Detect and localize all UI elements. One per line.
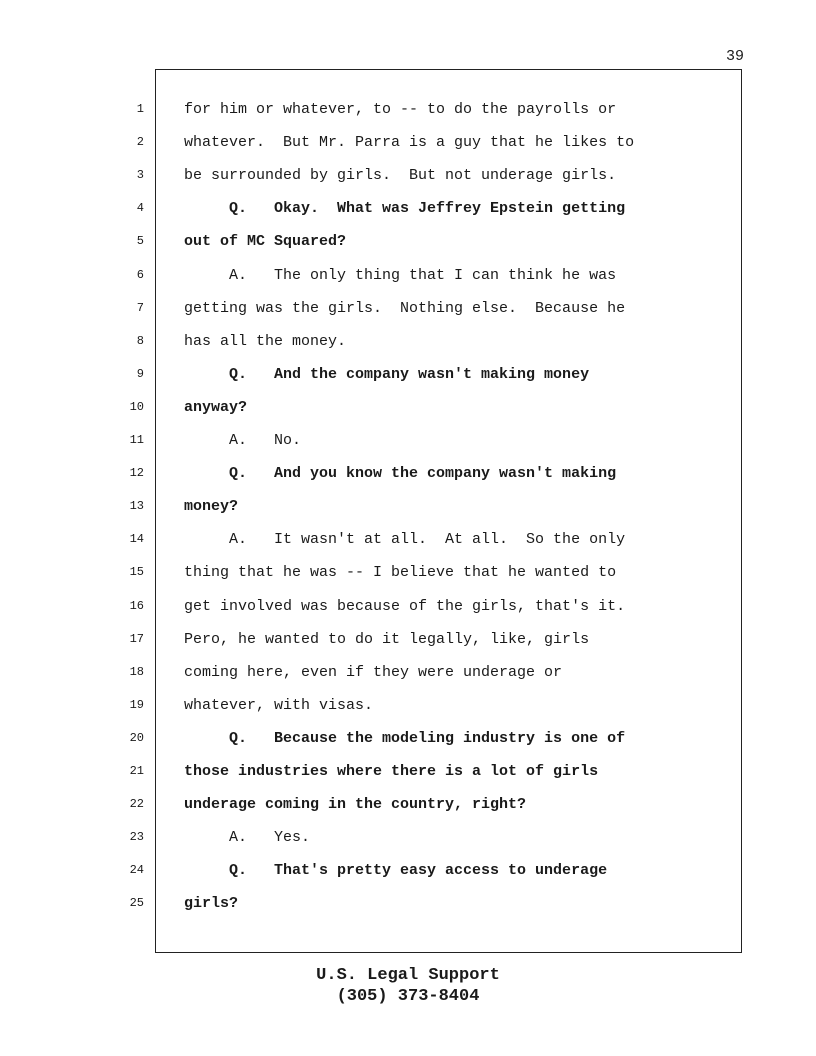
line-text: A. The only thing that I can think he was — [184, 266, 617, 284]
page-number: 39 — [725, 48, 744, 65]
line-number: 10 — [129, 399, 144, 414]
line-number: 4 — [136, 201, 144, 216]
line-number: 20 — [129, 730, 144, 745]
line-text: getting was the girls. Nothing else. Because he — [184, 299, 626, 317]
line-text: whatever. But Mr. Parra is a guy that he likes to — [184, 134, 635, 152]
footer — [0, 965, 816, 1007]
line-number: 2 — [136, 135, 144, 150]
line-text: coming here, even if they were underage or — [184, 663, 563, 681]
line-text: be surrounded by girls. But not underage girls. — [184, 167, 617, 185]
line-text: whatever, with visas. — [184, 696, 374, 714]
line-text: Q. Okay. What was Jeffrey Epstein getting — [184, 200, 626, 218]
line-number: 12 — [129, 466, 144, 481]
line-number: 9 — [136, 366, 144, 381]
line-number: 19 — [129, 697, 144, 712]
line-text: those industries where there is a lot of girls — [184, 763, 599, 780]
line-number: 3 — [136, 168, 144, 183]
line-number: 15 — [129, 565, 144, 580]
line-text: out of MC Squared? — [184, 233, 347, 251]
line-number: 21 — [129, 764, 144, 778]
line-number: 17 — [129, 631, 144, 646]
line-number: 7 — [136, 300, 144, 315]
line-text: girls? — [184, 895, 239, 913]
line-number: 14 — [129, 532, 144, 547]
line-number: 11 — [129, 433, 144, 447]
line-text: A. No. — [184, 432, 302, 449]
line-number: 24 — [129, 863, 144, 878]
line-number: 5 — [136, 234, 144, 249]
transcript-line — [100, 895, 740, 932]
line-number: 22 — [129, 797, 144, 812]
line-number: 13 — [129, 499, 144, 514]
line-text: underage coming in the country, right? — [184, 796, 527, 814]
line-number: 18 — [129, 664, 144, 679]
line-number: 8 — [136, 333, 144, 348]
line-text: anyway? — [184, 398, 248, 416]
line-text: A. It wasn't at all. At all. So the only — [184, 531, 626, 549]
line-text: has all the money. — [184, 332, 347, 350]
line-number: 23 — [129, 830, 144, 845]
line-text: Q. And the company wasn't making money — [184, 365, 590, 383]
line-number: 1 — [136, 102, 144, 116]
line-text: Q. That's pretty easy access to underage — [184, 862, 608, 880]
line-text: thing that he was -- I believe that he wanted to — [184, 564, 617, 582]
line-text: get involved was because of the girls, that's it. — [184, 597, 626, 615]
line-number: 25 — [129, 896, 144, 911]
line-text: money? — [184, 498, 239, 516]
line-text: for him or whatever, to -- to do the payrolls or — [184, 101, 617, 118]
line-number: 6 — [136, 267, 144, 282]
line-text: Pero, he wanted to do it legally, like, girls — [184, 630, 590, 648]
line-text: Q. And you know the company wasn't making — [184, 465, 617, 483]
footer-company: U.S. Legal Support — [316, 966, 500, 985]
line-text: A. Yes. — [184, 829, 311, 847]
line-number: 16 — [129, 598, 144, 613]
footer-phone: (305) 373-8404 — [336, 987, 480, 1006]
line-text: Q. Because the modeling industry is one of — [184, 729, 626, 747]
